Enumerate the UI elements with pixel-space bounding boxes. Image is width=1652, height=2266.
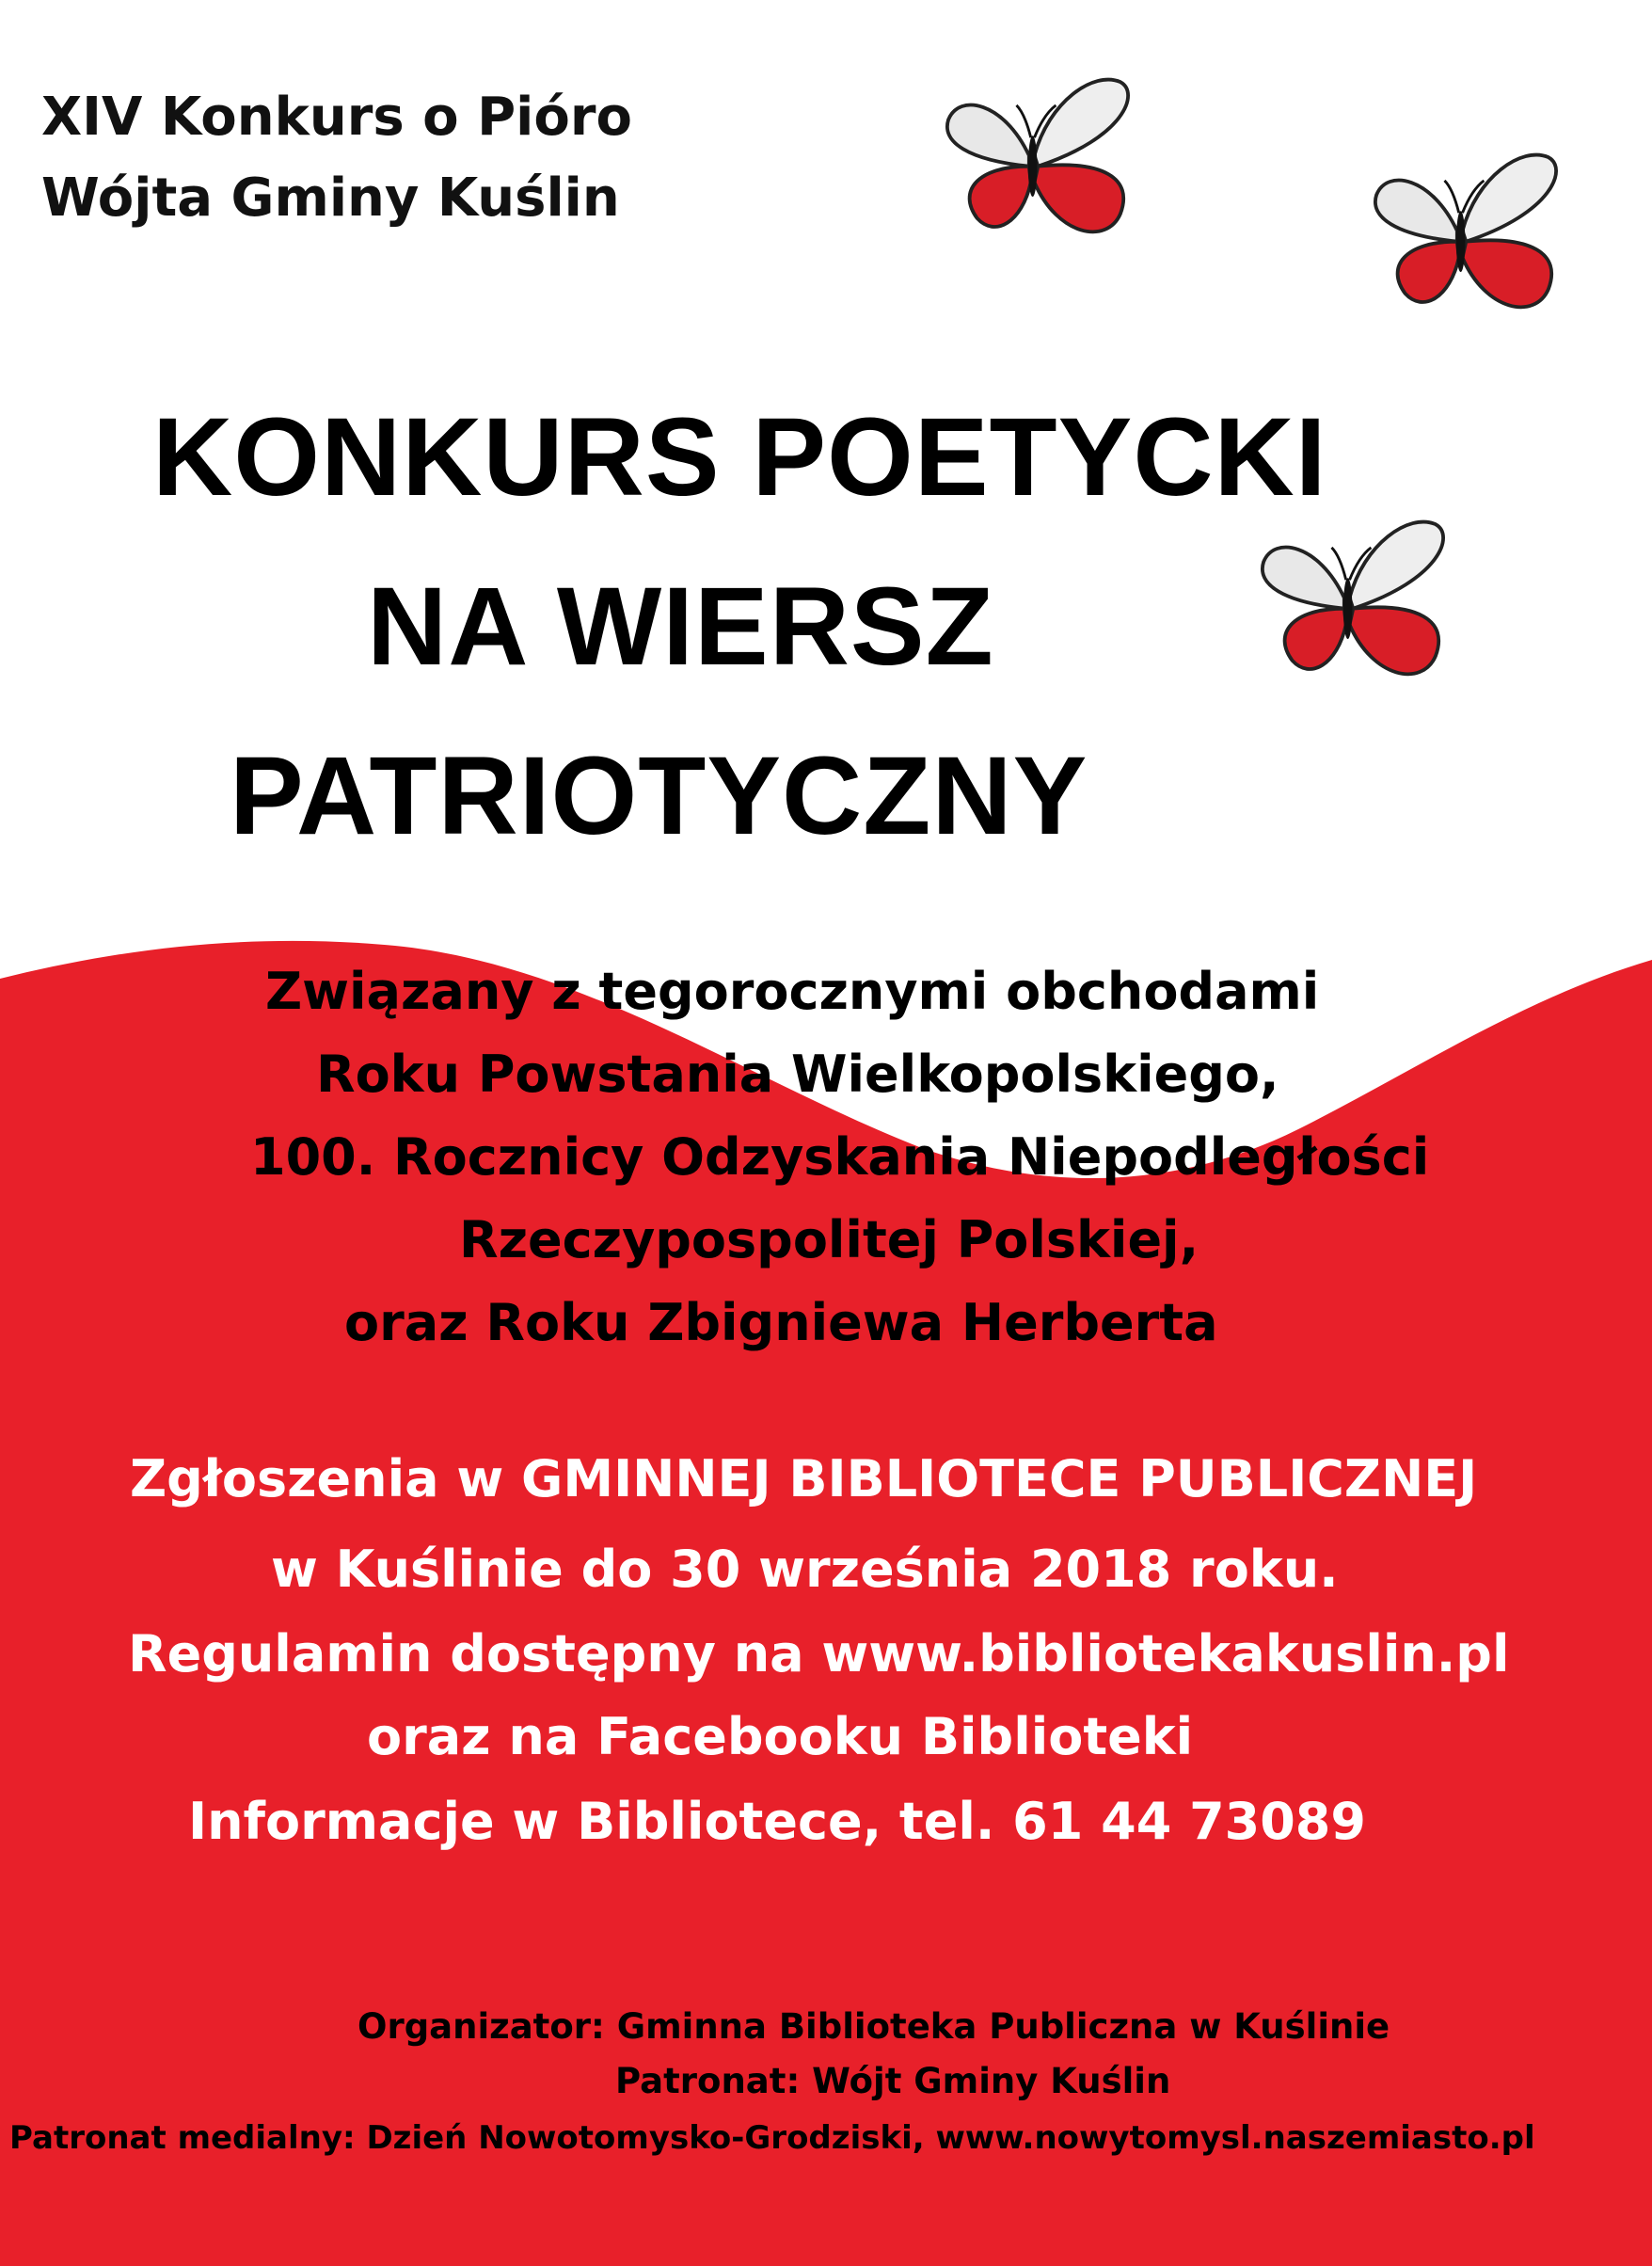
title-line2: NA WIERSZ xyxy=(367,565,994,689)
organizer-text: Organizator: Gminna Biblioteka Publiczna w Kuślinie xyxy=(357,2006,1390,2047)
occasion-line4: Rzeczypospolitej Polskiej, xyxy=(459,1210,1199,1269)
info-line1: Zgłoszenia w GMINNEJ BIBLIOTECE PUBLICZNEJ xyxy=(130,1449,1478,1508)
occasion-line5: oraz Roku Zbigniewa Herberta xyxy=(344,1293,1218,1352)
patron-text: Patronat: Wójt Gminy Kuślin xyxy=(615,2061,1171,2101)
butterfly-icon xyxy=(1364,141,1581,329)
info-line3: Regulamin dostępny na www.bibliotekakuslin.pl xyxy=(128,1624,1510,1684)
media-patron-text: Patronat medialny: Dzień Nowotomysko-Grodziski, www.nowytomysl.naszemiasto.pl xyxy=(9,2119,1535,2157)
info-line4: oraz na Facebooku Biblioteki xyxy=(367,1707,1194,1766)
contest-edition-line1: XIV Konkurs o Pióro xyxy=(41,87,632,148)
info-line2: w Kuślinie do 30 września 2018 roku. xyxy=(271,1540,1339,1599)
title-line1: KONKURS POETYCKI xyxy=(152,395,1327,519)
info-line5: Informacje w Bibliotece, tel. 61 44 73089 xyxy=(188,1792,1366,1851)
butterfly-icon xyxy=(1251,508,1468,696)
butterfly-icon xyxy=(936,66,1152,254)
contest-edition-line2: Wójta Gminy Kuślin xyxy=(41,168,620,229)
occasion-line3: 100. Rocznicy Odzyskania Niepodległości xyxy=(250,1127,1430,1187)
occasion-line2: Roku Powstania Wielkopolskiego, xyxy=(316,1045,1279,1104)
title-line3: PATRIOTYCZNY xyxy=(230,734,1088,858)
occasion-line1: Związany z tegorocznymi obchodami xyxy=(265,962,1320,1021)
